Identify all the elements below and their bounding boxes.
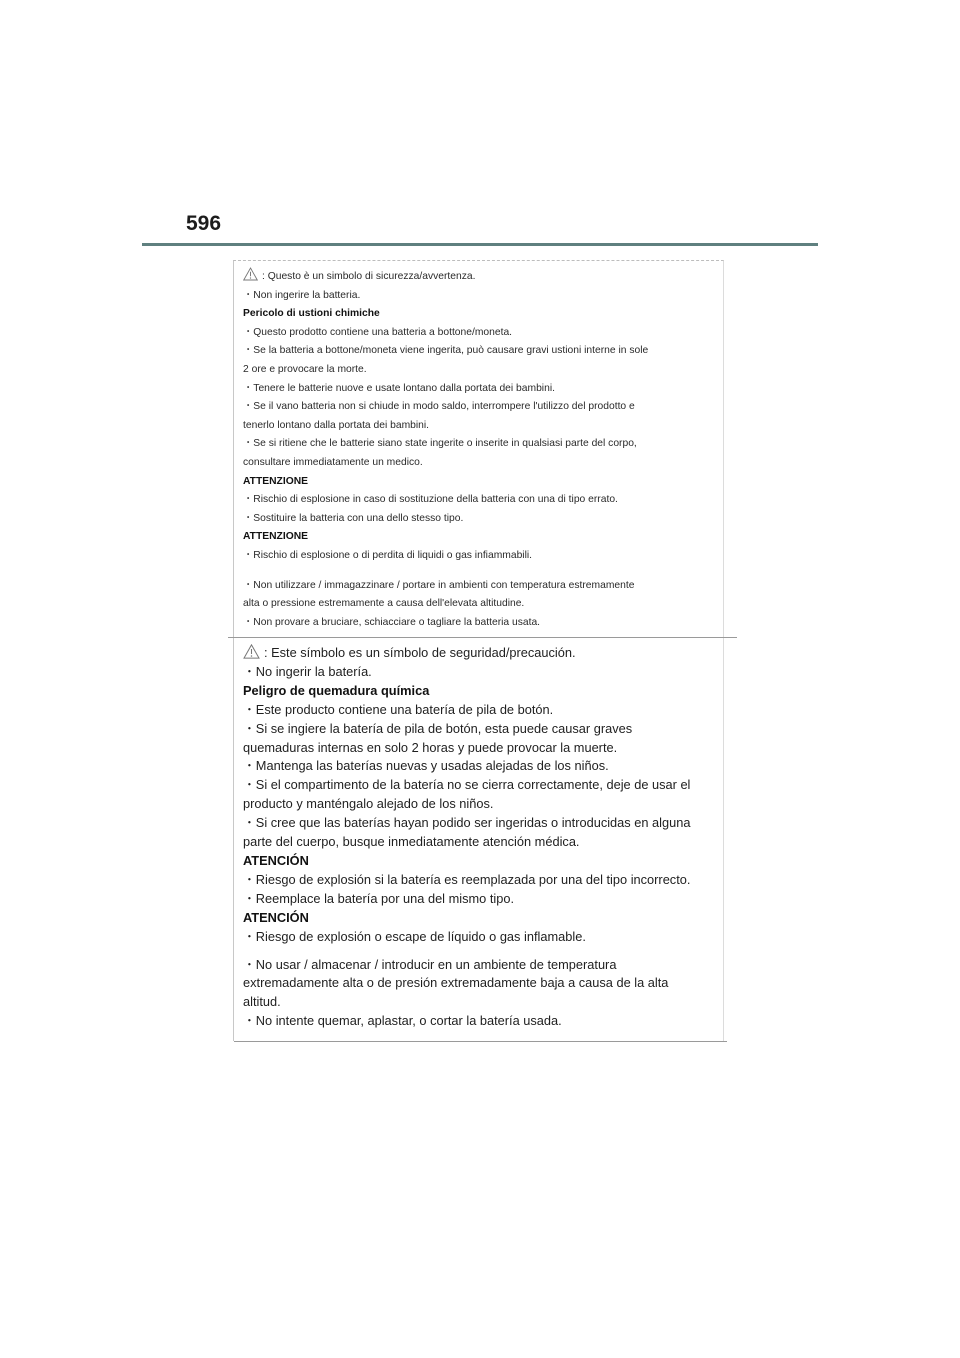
warning-line bbox=[243, 757, 709, 776]
warning-line bbox=[243, 644, 709, 663]
line-text: ・Si el compartimento de la batería no se cierra correctamente, deje de usar el bbox=[243, 777, 691, 793]
warning-line bbox=[243, 435, 709, 454]
line-text: ・Rischio di esplosione o di perdita di liquidi o gas infiammabili. bbox=[243, 549, 533, 561]
italian-warning-section bbox=[243, 267, 709, 632]
line-text: 2 ore e provocare la morte. bbox=[243, 363, 367, 375]
line-text: ・Tenere le batterie nuove e usate lontano dalla portata dei bambini. bbox=[243, 382, 555, 394]
line-text: ATENCIÓN bbox=[243, 909, 309, 925]
warning-line bbox=[243, 663, 709, 682]
warning-line bbox=[243, 342, 709, 361]
line-text: ・Non ingerire la batteria. bbox=[243, 289, 361, 301]
warning-line bbox=[243, 776, 709, 795]
section-divider bbox=[228, 637, 737, 638]
warning-line bbox=[243, 993, 709, 1012]
line-text: extremadamente alta o de presión extremadamente baja a causa de la alta bbox=[243, 975, 669, 991]
warning-line bbox=[243, 701, 709, 720]
line-text: ・Riesgo de explosión o escape de líquido o gas inflamable. bbox=[243, 928, 586, 944]
section-heading bbox=[243, 473, 709, 492]
line-text: ・Mantenga las baterías nuevas y usadas alejadas de los niños. bbox=[243, 758, 609, 774]
line-text: ・Rischio di esplosione in caso di sostituzione della batteria con una di tipo errato. bbox=[243, 494, 618, 506]
section-heading bbox=[243, 305, 709, 324]
warning-line bbox=[243, 267, 709, 287]
paragraph-gap bbox=[243, 566, 709, 577]
warning-line bbox=[243, 398, 709, 417]
line-text: ATTENZIONE bbox=[243, 531, 309, 543]
line-text: : Este símbolo es un símbolo de seguridad/precaución. bbox=[264, 645, 576, 660]
line-text: ・Non provare a bruciare, schiacciare o tagliare la batteria usata. bbox=[243, 616, 541, 628]
line-text: ・Non utilizzare / immagazzinare / portare in ambienti con temperatura estremamente bbox=[243, 579, 635, 591]
line-text: altitud. bbox=[243, 994, 281, 1010]
warning-line bbox=[243, 287, 709, 306]
line-text: Peligro de quemadura química bbox=[243, 682, 430, 698]
warning-line bbox=[243, 547, 709, 566]
line-text: ・No usar / almacenar / introducir en un ambiente de temperatura bbox=[243, 956, 617, 972]
line-text: Pericolo di ustioni chimiche bbox=[243, 308, 380, 320]
line-text: ・Se si ritiene che le batterie siano state ingerite o inserite in qualsiasi parte del corpo, bbox=[243, 438, 637, 450]
warning-line bbox=[243, 739, 709, 758]
warning-triangle-icon bbox=[243, 644, 260, 659]
warning-line bbox=[243, 795, 709, 814]
line-text: parte del cuerpo, busque inmediatamente atención médica. bbox=[243, 834, 580, 850]
line-text: ATENCIÓN bbox=[243, 852, 309, 868]
warning-line bbox=[243, 491, 709, 510]
line-text: tenerlo lontano dalla portata dei bambini. bbox=[243, 419, 430, 431]
line-text: ・No intente quemar, aplastar, o cortar la batería usada. bbox=[243, 1013, 562, 1029]
warning-line bbox=[243, 324, 709, 343]
line-text: ・No ingerir la batería. bbox=[243, 663, 372, 679]
section-heading bbox=[243, 852, 709, 871]
line-text: ・Reemplace la batería por una del mismo tipo. bbox=[243, 890, 515, 906]
paragraph-gap bbox=[243, 947, 709, 956]
line-text: ・Este producto contiene una batería de pila de botón. bbox=[243, 701, 554, 717]
section-heading bbox=[243, 682, 709, 701]
warning-line bbox=[243, 595, 709, 614]
warning-line bbox=[243, 380, 709, 399]
scanned-warning-label bbox=[233, 260, 724, 1041]
warning-line bbox=[243, 928, 709, 947]
line-text: ・Riesgo de explosión si la batería es reemplazada por una del tipo incorrecto. bbox=[243, 871, 691, 887]
warning-line bbox=[243, 361, 709, 380]
line-text: ・Questo prodotto contiene una batteria a bottone/moneta. bbox=[243, 326, 513, 338]
line-text: ・Si cree que las baterías hayan podido ser ingeridas o introducidas en alguna bbox=[243, 815, 691, 831]
line-text: ・Sostituire la batteria con una dello stesso tipo. bbox=[243, 512, 464, 524]
warning-line bbox=[243, 417, 709, 436]
line-text: quemaduras internas en solo 2 horas y puede provocar la muerte. bbox=[243, 739, 618, 755]
line-text: ・Se il vano batteria non si chiude in modo saldo, interrompere l'utilizzo del prodotto e bbox=[243, 401, 635, 413]
line-text: alta o pressione estremamente a causa dell'elevata altitudine. bbox=[243, 598, 525, 610]
section-heading bbox=[243, 909, 709, 928]
bottom-rule bbox=[234, 1041, 727, 1042]
warning-line bbox=[243, 890, 709, 909]
section-heading bbox=[243, 528, 709, 547]
spanish-warning-section bbox=[243, 644, 709, 1031]
warning-line bbox=[243, 833, 709, 852]
warning-line bbox=[243, 454, 709, 473]
warning-line bbox=[243, 871, 709, 890]
page-number: 596 bbox=[186, 212, 222, 235]
warning-line bbox=[243, 974, 709, 993]
line-text: ・Si se ingiere la batería de pila de botón, esta puede causar graves bbox=[243, 720, 633, 736]
warning-line bbox=[243, 614, 709, 633]
header-rule bbox=[142, 243, 818, 246]
warning-triangle-icon bbox=[243, 267, 258, 281]
warning-line bbox=[243, 1012, 709, 1031]
line-text: consultare immediatamente un medico. bbox=[243, 456, 423, 468]
warning-line bbox=[243, 720, 709, 739]
line-text: ・Se la batteria a bottone/moneta viene ingerita, può causare gravi ustioni interne in sole bbox=[243, 345, 649, 357]
warning-line bbox=[243, 956, 709, 975]
line-text: ATTENZIONE bbox=[243, 475, 309, 487]
line-text: : Questo è un simbolo di sicurezza/avvertenza. bbox=[262, 271, 476, 282]
warning-line bbox=[243, 510, 709, 529]
warning-line bbox=[243, 814, 709, 833]
warning-line bbox=[243, 577, 709, 596]
line-text: producto y manténgalo alejado de los niños. bbox=[243, 796, 494, 812]
